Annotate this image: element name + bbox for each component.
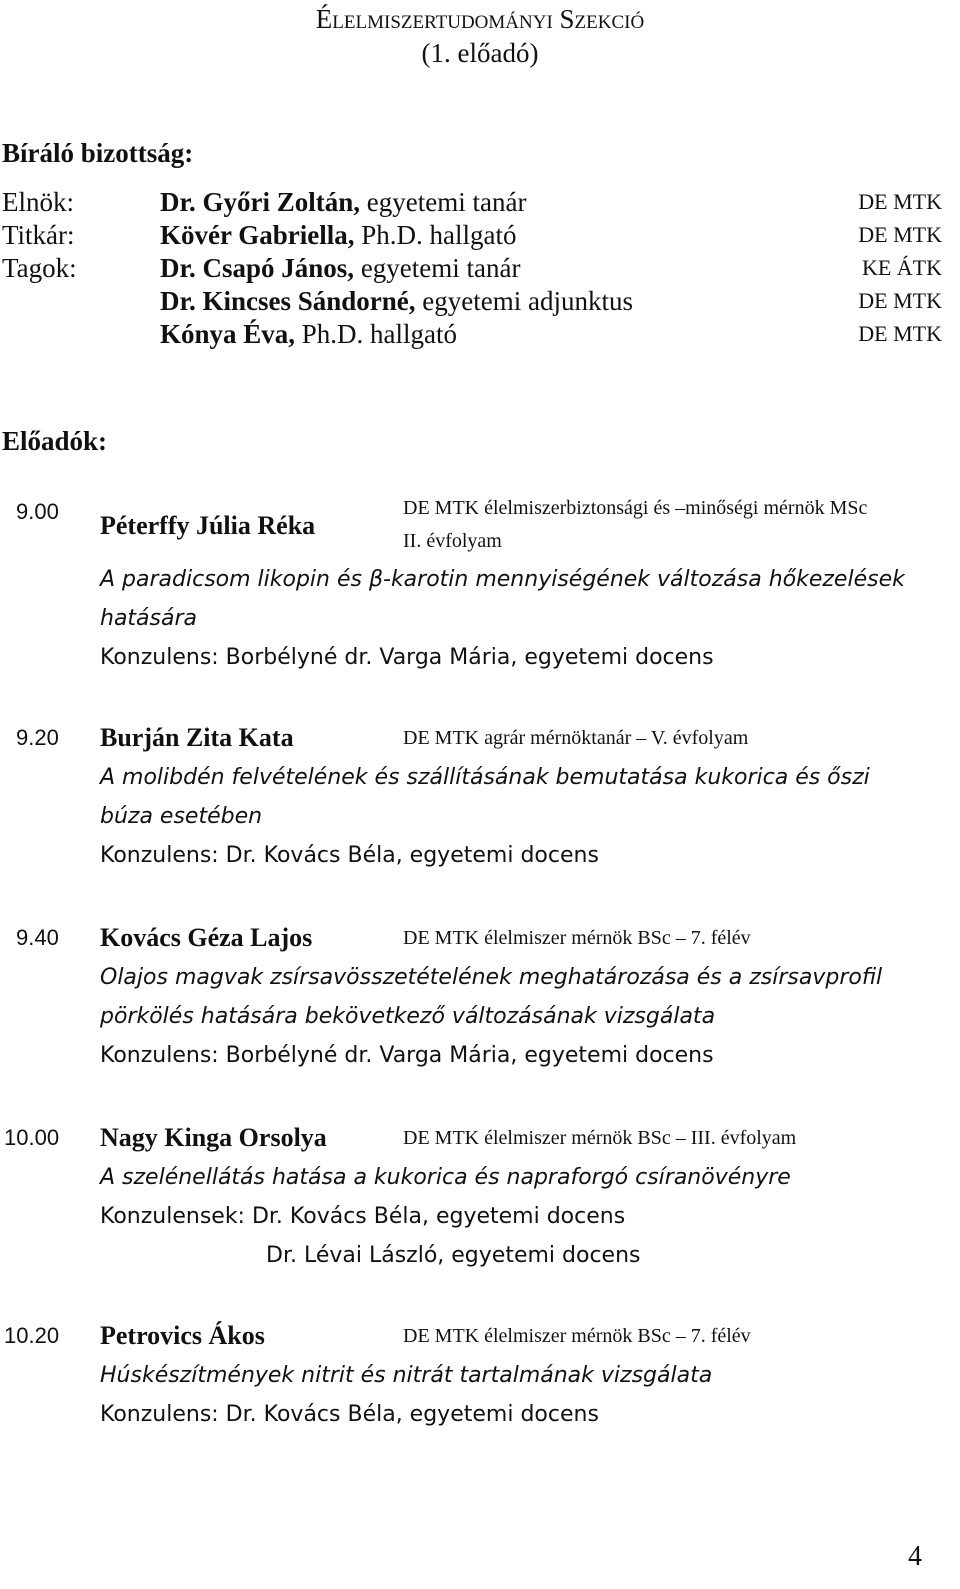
talk-title-line: hatására xyxy=(100,606,198,631)
talk-affiliation: DE MTK élelmiszer mérnök BSc – III. évfolyam xyxy=(403,1127,797,1149)
member-person: Dr. Győri Zoltán, egyetemi tanár xyxy=(160,187,527,217)
talk-time: 10.20 xyxy=(4,1323,60,1348)
talk-speaker: Kovács Géza Lajos xyxy=(100,923,313,952)
member-institution: DE MTK xyxy=(858,189,942,214)
talk-affiliation: DE MTK élelmiszer mérnök BSc – 7. félév xyxy=(403,1325,751,1347)
committee-member xyxy=(0,284,952,318)
member-person: Dr. Csapó János, egyetemi tanár xyxy=(160,253,521,283)
talk-title-line: búza esetében xyxy=(100,804,263,829)
talk-affiliation: DE MTK élelmiszer mérnök BSc – 7. félév xyxy=(403,927,751,949)
talk-consultant: Dr. Lévai László, egyetemi docens xyxy=(266,1243,641,1268)
committee-member xyxy=(0,218,952,252)
member-institution: DE MTK xyxy=(858,321,942,346)
section-subtitle: (1. előadó) xyxy=(421,38,539,68)
member-person: Kónya Éva, Ph.D. hallgató xyxy=(160,319,458,349)
talk-title-line: A molibdén felvételének és szállításának bemutatása kukorica és őszi xyxy=(100,765,870,790)
talk-title-line: A paradicsom likopin és β-karotin mennyiségének változása hőkezelések xyxy=(100,567,905,592)
committee-member xyxy=(0,185,952,219)
member-role: Tagok: xyxy=(2,253,77,283)
member-person: Dr. Kincses Sándorné, egyetemi adjunktus xyxy=(160,286,633,316)
member-institution: DE MTK xyxy=(858,288,942,313)
talk-title-line: A szelénellátás hatása a kukorica és napraforgó csíranövényre xyxy=(100,1165,791,1190)
talk-affiliation: DE MTK agrár mérnöktanár – V. évfolyam xyxy=(403,727,749,749)
talk-consultant: Konzulens: Borbélyné dr. Varga Mária, egyetemi docens xyxy=(100,645,714,670)
talk-time: 10.00 xyxy=(4,1125,60,1150)
talk-time: 9.20 xyxy=(16,725,59,750)
talk-consultant: Konzulens: Borbélyné dr. Varga Mária, egyetemi docens xyxy=(100,1043,714,1068)
talk-speaker: Péterffy Júlia Réka xyxy=(100,511,316,540)
member-institution: KE ÁTK xyxy=(861,255,942,280)
committee-heading: Bíráló bizottság: xyxy=(2,138,194,168)
talk-speaker: Burján Zita Kata xyxy=(100,723,294,752)
member-person: Kövér Gabriella, Ph.D. hallgató xyxy=(160,220,517,250)
talk-consultant: Konzulensek: Dr. Kovács Béla, egyetemi docens xyxy=(100,1204,626,1229)
member-role: Titkár: xyxy=(2,220,75,250)
talk-affiliation-cont: II. évfolyam xyxy=(403,530,502,552)
committee-member xyxy=(0,317,952,351)
page-number: 4 xyxy=(908,1541,922,1572)
committee-member xyxy=(0,251,952,285)
talk-time: 9.40 xyxy=(16,925,59,950)
talk-speaker: Petrovics Ákos xyxy=(100,1321,265,1350)
talk-speaker: Nagy Kinga Orsolya xyxy=(100,1123,327,1152)
talk-time: 9.00 xyxy=(16,499,59,524)
talk-affiliation: DE MTK élelmiszerbiztonsági és –minőségi mérnök MSc xyxy=(403,497,868,519)
talk-title-line: Olajos magvak zsírsavösszetételének meghatározása és a zsírsavprofil xyxy=(100,965,883,990)
talk-consultant: Konzulens: Dr. Kovács Béla, egyetemi docens xyxy=(100,843,599,868)
section-title: Élelmiszertudományi Szekció xyxy=(315,4,645,34)
talk-consultant: Konzulens: Dr. Kovács Béla, egyetemi docens xyxy=(100,1402,599,1427)
member-institution: DE MTK xyxy=(858,222,942,247)
member-role: Elnök: xyxy=(2,187,74,217)
talk-title-line: Húskészítmények nitrit és nitrát tartalmának vizsgálata xyxy=(100,1363,713,1388)
talks-heading: Előadók: xyxy=(2,426,108,456)
talk-title-line: pörkölés hatására bekövetkező változásának vizsgálata xyxy=(100,1004,716,1029)
